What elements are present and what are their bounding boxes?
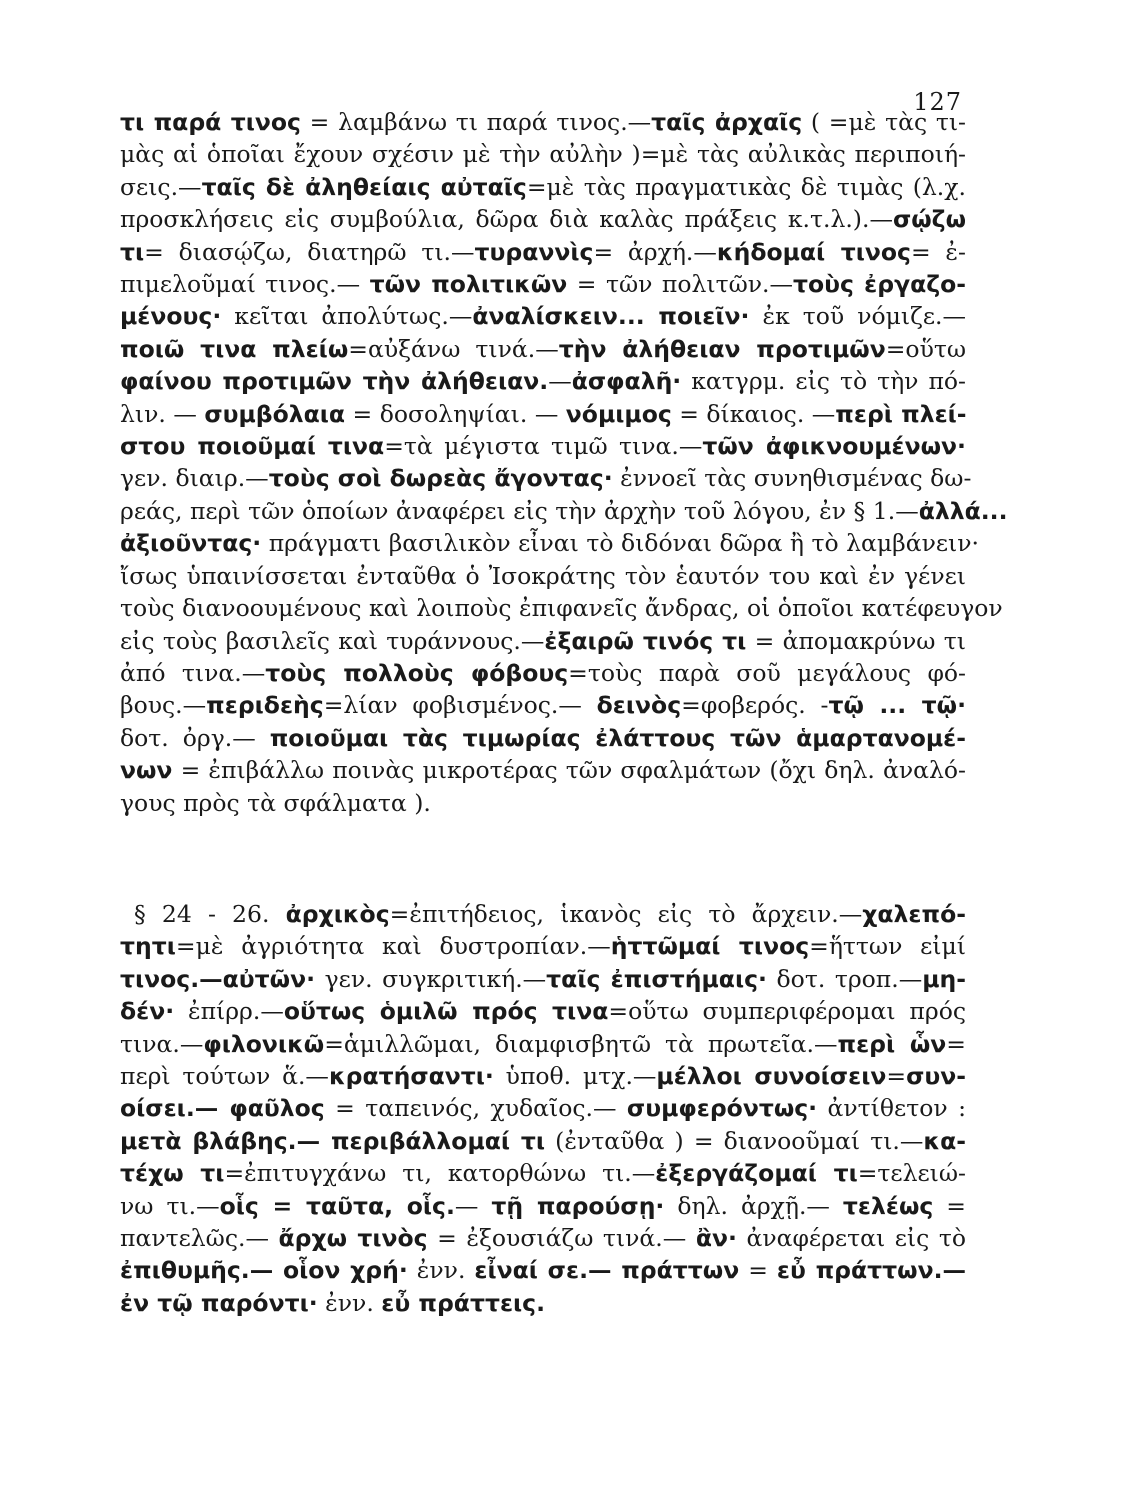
gloss-text: ἴσως ὑπαινίσσεται ἐνταῦθα ὁ Ἰσοκράτης τὸν ἑαυτόν του καὶ ἐν γένει xyxy=(120,561,966,590)
lemma-term: περιδεὴς xyxy=(206,691,324,720)
gloss-text: § 24 - 26. xyxy=(134,900,286,928)
gloss-text: παντελῶς.— xyxy=(120,1224,279,1253)
lemma-term: ταῖς ἐπιστήμαις· xyxy=(546,964,767,993)
text-line xyxy=(120,1092,966,1124)
lemma-term: μέλλοι συνοίσειν xyxy=(656,1062,887,1091)
text-line xyxy=(120,527,980,559)
text-line xyxy=(120,430,966,462)
gloss-text: = ἀπομακρύνω τι xyxy=(746,626,966,655)
gloss-text: =τοὺς παρὰ σοῦ μεγάλους φό- xyxy=(568,658,966,687)
gloss-text: =οὕτω xyxy=(885,334,967,363)
text-line xyxy=(120,657,966,689)
gloss-text: ἀναφέρεται εἰς τὸ xyxy=(736,1224,966,1253)
gloss-text: =ἥττων εἰμί xyxy=(809,932,966,961)
gloss-text: γεν. διαιρ.— xyxy=(120,464,269,493)
text-line xyxy=(120,300,966,332)
lemma-term: τέχω τι xyxy=(120,1159,225,1188)
lemma-term: ἄρχω τινὸς xyxy=(278,1224,428,1253)
gloss-text: σεις.— xyxy=(120,172,202,201)
gloss-text: ( =μὲ τὰς τι- xyxy=(802,108,966,136)
gloss-text: =τὰ μέγιστα τιμῶ τινα.— xyxy=(384,432,703,461)
lemma-term: ἂν· xyxy=(695,1224,737,1253)
text-line xyxy=(120,963,966,995)
text-line xyxy=(120,398,966,430)
gloss-text: δοτ. τροπ.— xyxy=(766,964,923,993)
gloss-text: = ἐπιβάλλω ποινὰς μικροτέρας τῶν σφαλμάτων (ὄχι δηλ. ἀναλό- xyxy=(172,756,966,785)
text-line xyxy=(120,365,966,397)
lemma-term: ἐν τῷ παρόντι· xyxy=(120,1288,318,1317)
lemma-term: τοὺς σοὶ δωρεὰς ἄγοντας· xyxy=(268,464,613,493)
lemma-term: τυραννὶς xyxy=(474,237,594,266)
gloss-text: δοτ. ὀργ.— xyxy=(120,723,270,752)
gloss-text: τοὺς διανοουμένους καὶ λοιποὺς ἐπιφανεῖς ἄνδρας, οἱ ὁποῖοι κατέφευγον xyxy=(120,594,1003,623)
gloss-text: δηλ. ἀρχῇ.— xyxy=(664,1191,843,1220)
lemma-term: εὖ πράττεις. xyxy=(381,1288,546,1317)
lemma-term: συμβόλαια xyxy=(204,399,346,428)
lemma-term: φαίνου προτιμῶν τὴν ἀλήθειαν. xyxy=(120,367,549,396)
gloss-text: ρεάς, περὶ τῶν ὁποίων ἀναφέρει εἰς τὴν ἀρχὴν τοῦ λόγου, ἐν § 1.— xyxy=(120,496,919,525)
gloss-text: = ταπεινός, χυδαῖος.— xyxy=(324,1094,627,1123)
lemma-term: νόμιμος xyxy=(565,399,672,428)
lemma-term: τὴν ἀλήθειαν προτιμῶν xyxy=(558,334,886,363)
lemma-term: τι παρά τινος xyxy=(120,108,301,136)
lemma-term: νων xyxy=(120,756,173,785)
lemma-term: κα- xyxy=(923,1126,966,1155)
lemma-term: τοὺς ἐργαζο- xyxy=(793,270,967,299)
gloss-text: =ἁμιλλῶμαι, διαμφισβητῶ τὰ πρωτεῖα.— xyxy=(324,1029,838,1058)
gloss-text: κατγρμ. εἰς τὸ τὴν πό- xyxy=(681,367,966,396)
lemma-term: στου ποιοῦμαί τινα xyxy=(120,432,385,461)
gloss-text: νω τι.— xyxy=(120,1191,220,1220)
lemma-term: μη- xyxy=(922,964,966,993)
gloss-text: πράγματι βασιλικὸν εἶναι τὸ διδόναι δῶρα ἢ τὸ λαμβάνειν· xyxy=(261,529,980,558)
gloss-text: ὑποθ. μτχ.— xyxy=(493,1062,657,1091)
text-line xyxy=(120,1222,966,1254)
lemma-term: ἐξαιρῶ τινός τι xyxy=(544,626,747,655)
gloss-text: = τῶν πολιτῶν.— xyxy=(567,270,794,299)
lemma-term: τι xyxy=(120,237,145,266)
text-line xyxy=(120,898,966,930)
text-line xyxy=(120,722,966,754)
gloss-text: =φοβερός. - xyxy=(681,691,829,720)
lemma-term: δεινὸς xyxy=(596,691,682,720)
gloss-text: βους.— xyxy=(120,691,207,720)
text-line xyxy=(120,995,966,1027)
gloss-text: =ἐπιτυγχάνω τι, κατορθώνω τι.— xyxy=(224,1159,656,1188)
gloss-text: = δίκαιος. — xyxy=(671,399,836,428)
gloss-text: =αὐξάνω τινά.— xyxy=(348,334,559,363)
lemma-term: συμφερόντως· xyxy=(626,1094,818,1123)
gloss-text: =μὲ τὰς πραγματικὰς δὲ τιμὰς (λ.χ. xyxy=(526,172,966,201)
gloss-text: λιν. — xyxy=(120,399,205,428)
gloss-text: = xyxy=(946,1029,966,1058)
text-line xyxy=(120,625,966,657)
page-number: 127 xyxy=(913,88,962,116)
text-line xyxy=(120,333,966,365)
lemma-term: ἀσφαλῆ· xyxy=(571,367,682,396)
lemma-term: ποιοῦμαι τὰς τιμωρίας ἐλάττους τῶν ἁμαρτανομέ- xyxy=(269,723,966,752)
lemma-term: τοὺς πολλοὺς φόβους xyxy=(265,658,569,687)
gloss-text: πιμελοῦμαί τινος.— xyxy=(120,270,370,299)
lemma-term: ἀλλά... xyxy=(918,496,1008,525)
lemma-term: ταῖς ἀρχαῖς xyxy=(651,108,803,136)
gloss-text: = λαμβάνω τι παρά τινος.— xyxy=(300,108,652,136)
lemma-term: τῶν πολιτικῶν xyxy=(369,270,568,299)
lemma-term: τῇ παρούσῃ· xyxy=(491,1191,665,1220)
gloss-text: κεῖται ἀπολύτως.— xyxy=(221,302,473,331)
gloss-text: = ἐ- xyxy=(910,237,966,266)
text-line xyxy=(120,1125,966,1157)
gloss-text: = xyxy=(739,1256,777,1285)
text-line xyxy=(120,1060,966,1092)
lemma-term: τητι xyxy=(120,932,176,961)
gloss-text: — xyxy=(548,367,572,396)
text-line xyxy=(120,560,966,592)
gloss-text: = ἐξουσιάζω τινά.— xyxy=(427,1224,696,1253)
gloss-text: γεν. συγκριτική.— xyxy=(315,964,547,993)
lemma-term: περὶ πλεί- xyxy=(835,399,967,428)
text-line xyxy=(120,1254,966,1286)
lemma-term: οὕτως ὁμιλῶ πρός τινα xyxy=(283,997,609,1026)
lemma-term: ἐξεργάζομαί τι xyxy=(655,1159,858,1188)
gloss-text: εἰς τοὺς βασιλεῖς καὶ τυράννους.— xyxy=(120,626,545,655)
lemma-term: δέν· xyxy=(120,997,175,1026)
gloss-text: μὰς αἱ ὁποῖαι ἔχουν σχέσιν μὲ τὴν αὐλὴν )=μὲ τὰς αὐλικὰς περιποιή- xyxy=(120,140,966,169)
gloss-text: ἐπίρρ.— xyxy=(174,997,284,1026)
gloss-text: = δοσοληψίαι. — xyxy=(345,399,566,428)
lemma-term: ποιῶ τινα πλείω xyxy=(120,334,349,363)
text-line xyxy=(120,787,966,819)
gloss-text: = ἀρχή.— xyxy=(593,237,717,266)
lemma-term: ταῖς δὲ ἀληθείαις αὐταῖς xyxy=(201,172,527,201)
gloss-text: = xyxy=(933,1191,966,1220)
text-line xyxy=(120,138,966,170)
text-line xyxy=(120,930,966,962)
text-line xyxy=(120,236,966,268)
gloss-text: ἀπό τινα.— xyxy=(120,658,266,687)
lemma-term: περὶ ὧν xyxy=(837,1029,947,1058)
lemma-term: σῴζω xyxy=(892,205,966,234)
gloss-text: γους πρὸς τὰ σφάλματα ). xyxy=(120,788,431,817)
lemma-term: συν- xyxy=(906,1062,966,1091)
lemma-term: φιλονικῶ xyxy=(203,1029,325,1058)
lemma-term: τινος.—αὐτῶν· xyxy=(120,964,316,993)
text-line xyxy=(120,1157,966,1189)
gloss-text: τινα.— xyxy=(120,1029,204,1058)
commentary-paragraph-2 xyxy=(120,898,966,1319)
lemma-term: μένους· xyxy=(120,302,222,331)
commentary-paragraph-1 xyxy=(120,106,1008,819)
lemma-term: εἶναί σε.— πράττων xyxy=(474,1256,740,1285)
text-line xyxy=(120,106,966,138)
gloss-text: ἐνν. xyxy=(317,1288,382,1317)
text-line xyxy=(120,171,966,203)
gloss-text: = διασῴζω, διατηρῶ τι.— xyxy=(144,237,475,266)
text-line xyxy=(120,462,972,494)
gloss-text: (ἐνταῦθα ) = διανοοῦμαί τι.— xyxy=(545,1126,924,1155)
gloss-text: =μὲ ἀγριότητα καὶ δυστροπίαν.— xyxy=(175,932,611,961)
lemma-term: κρατήσαντι· xyxy=(328,1062,494,1091)
lemma-term: οίσει.— φαῦλος xyxy=(120,1094,325,1123)
text-line xyxy=(120,592,1003,624)
lemma-term: χαλεπό- xyxy=(862,900,966,928)
lemma-term: κήδομαί τινος xyxy=(716,237,911,266)
gloss-text: ἐκ τοῦ νόμιζε.— xyxy=(749,302,966,331)
gloss-text: =οὕτω συμπεριφέρομαι πρός xyxy=(608,997,967,1026)
gloss-text: — xyxy=(454,1191,492,1220)
lemma-term: ἀξιοῦντας· xyxy=(120,529,262,558)
gloss-text: ἐνν. xyxy=(407,1256,475,1285)
gloss-text: ἐννοεῖ τὰς συνηθισμένας δω- xyxy=(612,464,972,493)
lemma-term: τελέως xyxy=(842,1191,934,1220)
gloss-text: =ἐπιτήδειος, ἱκανὸς εἰς τὸ ἄρχειν.— xyxy=(389,900,863,928)
lemma-term: ἐπιθυμῆς.— οἷον χρή· xyxy=(120,1256,408,1285)
lemma-term: οἷς = ταῦτα, οἷς. xyxy=(219,1191,455,1220)
gloss-text: ἀντίθετον : xyxy=(817,1094,966,1123)
gloss-text: =τελειώ- xyxy=(857,1159,966,1188)
lemma-term: ἀρχικὸς xyxy=(285,900,390,928)
text-line xyxy=(120,268,966,300)
text-line xyxy=(120,689,966,721)
lemma-term: μετὰ βλάβης.— περιβάλλομαί τι xyxy=(120,1126,546,1155)
lemma-term: τῷ ... τῷ· xyxy=(828,691,966,720)
text-line xyxy=(120,1287,966,1319)
gloss-text: περὶ τούτων ἅ.— xyxy=(120,1062,329,1091)
text-line xyxy=(120,1028,966,1060)
lemma-term: τῶν ἀφικνουμένων· xyxy=(702,432,966,461)
text-line xyxy=(120,754,966,786)
gloss-text: =λίαν φοβισμένος.— xyxy=(323,691,597,720)
gloss-text: προσκλήσεις εἰς συμβούλια, δῶρα διὰ καλὰς πράξεις κ.τ.λ.).— xyxy=(120,205,893,234)
lemma-term: ἡττῶμαί τινος xyxy=(610,932,810,961)
text-line xyxy=(120,1190,966,1222)
lemma-term: ἀναλίσκειν... ποιεῖν· xyxy=(472,302,750,331)
gloss-text: = xyxy=(886,1062,907,1091)
text-line xyxy=(120,495,1008,527)
lemma-term: εὖ πράττων.— xyxy=(776,1256,966,1285)
text-line xyxy=(120,203,966,235)
